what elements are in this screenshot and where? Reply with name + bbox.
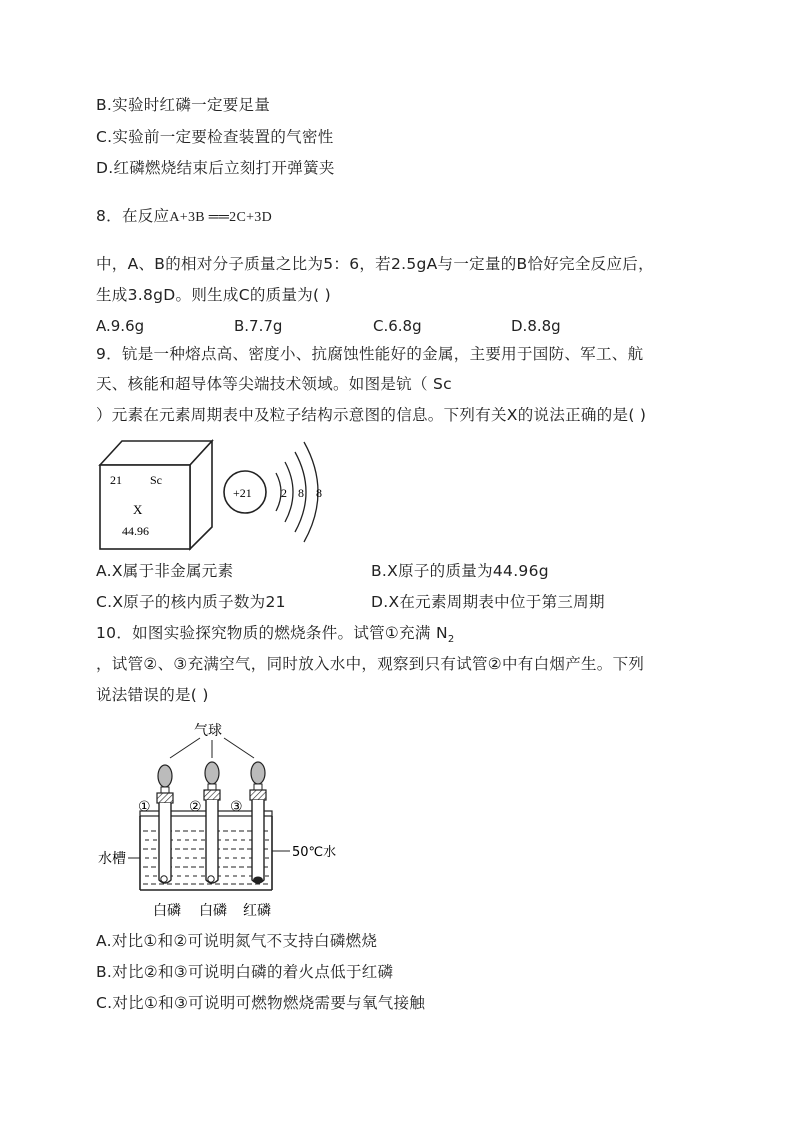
red-phosphorus [253,877,263,884]
stopper [204,790,220,800]
shell-electrons-3: 8 [316,486,322,500]
q9-stem-line1: 9．钪是一种熔点高、密度小、抗腐蚀性能好的金属，主要用于国防、军工、航 [96,345,644,363]
q9-option-c: C.X原子的核内质子数为21 [96,593,286,611]
q8-stem-line2: 生成3.8gD。则生成C的质量为( ) [96,286,331,304]
q9-stem-line2: 天、核能和超导体等尖端技术领域。如图是钪（ Sc [96,375,452,393]
q9-option-d: D.X在元素周期表中位于第三周期 [371,593,605,611]
q9-stem-line3: ）元素在元素周期表中及粒子结构示意图的信息。下列有关X的说法正确的是( ) [96,406,647,424]
q10-stem-line1 [96,622,455,651]
balloon-label: 气球 [194,723,222,739]
test-tube-2 [204,762,220,883]
q10-stem-line3: 说法错误的是( ) [96,686,209,704]
q7-option-d: D.红磷燃烧结束后立刻打开弹簧夹 [96,159,335,177]
q8-option-a: A.9.6g [96,317,145,335]
tube-number-2: ② [189,799,202,815]
q8-option-c: C.6.8g [373,317,422,335]
substance-label-3: 红磷 [243,903,271,919]
q9-option-b: B.X原子的质量为44.96g [371,562,549,580]
q9-figure [96,435,336,555]
q8-equation: A+3B ══2C+3D [169,210,273,225]
element-mass: 44.96 [122,524,149,538]
q7-option-c: C.实验前一定要检查装置的气密性 [96,128,334,146]
q8-header [96,205,272,229]
q10-stem-line2: ，试管②、③充满空气，同时放入水中，观察到只有试管②中有白烟产生。下列 [96,655,645,673]
trough-label: 水槽 [98,851,126,867]
element-atomic-number: 21 [110,473,122,487]
q10-option-b: B.对比②和③可说明白磷的着火点低于红磷 [96,963,394,981]
element-name: X [133,502,143,517]
nucleus-charge: +21 [233,486,252,500]
shell-electrons-2: 8 [298,486,304,500]
q10-stem-text: 10．如图实验探究物质的燃烧条件。试管①充满 N [96,624,448,642]
q7-option-b: B.实验时红磷一定要足量 [96,96,271,114]
q8-prefix: 8．在反应 [96,207,170,225]
q8-option-b: B.7.7g [234,317,283,335]
test-tube-1 [157,765,173,883]
atom-structure-diagram [224,442,322,542]
q10-figure [96,718,356,922]
q8-option-d: D.8.8g [511,317,561,335]
water-temperature-label: 50℃水 [292,845,337,860]
q9-option-a: A.X属于非金属元素 [96,562,234,580]
white-phosphorus [208,876,214,882]
q10-option-a: A.对比①和②可说明氮气不支持白磷燃烧 [96,932,378,950]
tube-number-1: ① [138,799,151,815]
balloon [205,762,219,784]
pointer-line [224,738,254,758]
pointer-line [170,738,200,758]
element-card [100,441,212,549]
shell-electrons-1: 2 [281,486,287,500]
substance-label-2: 白磷 [199,903,227,919]
balloon [158,765,172,787]
substance-label-1: 白磷 [153,903,181,919]
balloon [251,762,265,784]
q8-stem-line1: 中，A、B的相对分子质量之比为5：6，若2.5gA与一定量的B恰好完全反应后， [96,255,654,273]
stopper [157,793,173,803]
q10-nitrogen-subscript: 2 [447,634,455,645]
stopper [250,790,266,800]
q10-option-c: C.对比①和③可说明可燃物燃烧需要与氧气接触 [96,994,426,1012]
white-phosphorus [161,876,167,882]
test-tube-3 [250,762,266,884]
tube-number-3: ③ [230,799,243,815]
element-symbol: Sc [150,473,162,487]
